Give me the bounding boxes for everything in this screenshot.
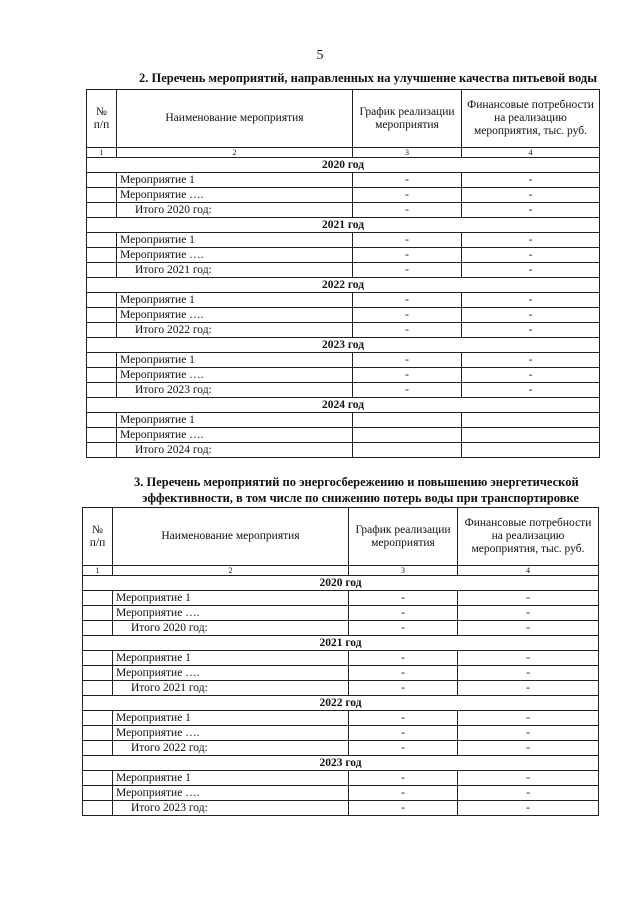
finance-cell: - <box>458 726 599 741</box>
activity-name: Мероприятие 1 <box>113 711 349 726</box>
row-number-cell <box>83 726 113 741</box>
activity-name: Мероприятие 1 <box>117 293 353 308</box>
column-number-cell: 3 <box>353 148 462 158</box>
section-2-title <box>139 70 599 86</box>
finance-cell: - <box>462 173 600 188</box>
schedule-cell: - <box>353 293 462 308</box>
schedule-cell: - <box>349 651 458 666</box>
schedule-cell: - <box>353 368 462 383</box>
header-cell: № п/п <box>87 90 117 148</box>
schedule-cell: - <box>349 666 458 681</box>
finance-cell: - <box>462 323 600 338</box>
schedule-cell: - <box>349 786 458 801</box>
row-number-cell <box>87 173 117 188</box>
column-number-cell: 2 <box>113 566 349 576</box>
schedule-cell: - <box>349 711 458 726</box>
finance-cell: - <box>458 621 599 636</box>
table-row <box>87 233 600 248</box>
row-number-cell <box>83 741 113 756</box>
schedule-cell: - <box>353 248 462 263</box>
schedule-cell: - <box>349 591 458 606</box>
activity-name: Мероприятие 1 <box>117 173 353 188</box>
year-row <box>87 218 600 233</box>
table-row <box>87 443 600 458</box>
table-row <box>87 263 600 278</box>
year-label: 2020 год <box>83 576 599 591</box>
finance-cell <box>462 428 600 443</box>
finance-cell: - <box>462 308 600 323</box>
year-row <box>87 398 600 413</box>
schedule-cell: - <box>353 263 462 278</box>
row-number-cell <box>87 368 117 383</box>
finance-cell: - <box>458 711 599 726</box>
schedule-cell: - <box>353 203 462 218</box>
finance-cell: - <box>458 741 599 756</box>
table-row <box>83 591 599 606</box>
table-header-row <box>83 508 599 566</box>
column-number-cell: 1 <box>87 148 117 158</box>
row-number-cell <box>83 606 113 621</box>
table-row <box>87 368 600 383</box>
row-number-cell <box>83 771 113 786</box>
table-row <box>83 771 599 786</box>
schedule-cell: - <box>349 621 458 636</box>
finance-cell: - <box>458 801 599 816</box>
column-number-cell: 2 <box>117 148 353 158</box>
finance-cell: - <box>458 681 599 696</box>
header-cell: № п/п <box>83 508 113 566</box>
finance-cell: - <box>458 786 599 801</box>
activity-name: Мероприятие 1 <box>117 233 353 248</box>
finance-cell: - <box>462 248 600 263</box>
column-number-row <box>87 148 600 158</box>
activity-name: Мероприятие …. <box>113 666 349 681</box>
table-row <box>83 801 599 816</box>
finance-cell: - <box>462 383 600 398</box>
activity-name: Итого 2020 год: <box>117 203 353 218</box>
section-2-table <box>86 89 600 458</box>
schedule-cell: - <box>349 726 458 741</box>
year-label: 2023 год <box>87 338 600 353</box>
row-number-cell <box>83 681 113 696</box>
schedule-cell: - <box>349 606 458 621</box>
section-title-line: 2. Перечень мероприятий, направленных на улучшение качества питьевой воды <box>139 71 597 85</box>
row-number-cell <box>87 443 117 458</box>
activity-name: Мероприятие …. <box>113 726 349 741</box>
row-number-cell <box>87 263 117 278</box>
table-row <box>87 248 600 263</box>
activity-name: Итого 2021 год: <box>117 263 353 278</box>
finance-cell: - <box>462 353 600 368</box>
finance-cell: - <box>458 591 599 606</box>
table-row <box>83 711 599 726</box>
section-title-line: 3. Перечень мероприятий по энергосбережению и повышению энергетической <box>134 475 579 489</box>
row-number-cell <box>83 666 113 681</box>
year-label: 2022 год <box>87 278 600 293</box>
schedule-cell: - <box>353 323 462 338</box>
column-number-cell: 4 <box>462 148 600 158</box>
year-row <box>87 338 600 353</box>
schedule-cell: - <box>349 741 458 756</box>
activity-name: Итого 2024 год: <box>117 443 353 458</box>
table-row <box>83 621 599 636</box>
activity-name: Мероприятие …. <box>117 368 353 383</box>
activity-name: Итого 2021 год: <box>113 681 349 696</box>
activity-name: Мероприятие 1 <box>117 413 353 428</box>
header-cell: График реализации мероприятия <box>349 508 458 566</box>
row-number-cell <box>87 203 117 218</box>
finance-cell: - <box>458 771 599 786</box>
activity-name: Мероприятие …. <box>117 188 353 203</box>
table-row <box>87 293 600 308</box>
activity-name: Итого 2020 год: <box>113 621 349 636</box>
row-number-cell <box>87 413 117 428</box>
schedule-cell: - <box>353 188 462 203</box>
schedule-cell: - <box>349 801 458 816</box>
finance-cell: - <box>462 233 600 248</box>
schedule-cell <box>353 428 462 443</box>
table-row <box>87 173 600 188</box>
activity-name: Мероприятие 1 <box>113 591 349 606</box>
row-number-cell <box>87 383 117 398</box>
activity-name: Итого 2022 год: <box>117 323 353 338</box>
activity-name: Мероприятие …. <box>117 308 353 323</box>
table-row <box>83 786 599 801</box>
row-number-cell <box>83 711 113 726</box>
table-row <box>83 606 599 621</box>
year-label: 2024 год <box>87 398 600 413</box>
row-number-cell <box>87 428 117 443</box>
header-cell: Финансовые потребности на реализацию мероприятия, тыс. руб. <box>462 90 600 148</box>
year-row <box>83 636 599 651</box>
table-row <box>87 308 600 323</box>
activity-name: Мероприятие …. <box>117 428 353 443</box>
activity-name: Мероприятие 1 <box>113 771 349 786</box>
row-number-cell <box>87 233 117 248</box>
column-number-cell: 3 <box>349 566 458 576</box>
table-row <box>87 413 600 428</box>
table-row <box>87 383 600 398</box>
activity-name: Мероприятие …. <box>113 786 349 801</box>
section-title-line: эффективности, в том числе по снижению потерь воды при транспортировке <box>142 491 579 505</box>
year-row <box>83 576 599 591</box>
column-number-cell: 1 <box>83 566 113 576</box>
activity-name: Мероприятие …. <box>117 248 353 263</box>
finance-cell: - <box>462 188 600 203</box>
row-number-cell <box>83 591 113 606</box>
finance-cell: - <box>462 263 600 278</box>
year-row <box>87 278 600 293</box>
table-row <box>87 203 600 218</box>
row-number-cell <box>87 293 117 308</box>
table-row <box>87 353 600 368</box>
page-number: 5 <box>316 48 324 63</box>
table-row <box>83 741 599 756</box>
schedule-cell: - <box>349 771 458 786</box>
year-row <box>87 158 600 173</box>
table-row <box>87 428 600 443</box>
section-3-table <box>82 507 599 816</box>
activity-name: Итого 2023 год: <box>113 801 349 816</box>
finance-cell: - <box>458 606 599 621</box>
finance-cell: - <box>462 368 600 383</box>
table-row <box>87 188 600 203</box>
schedule-cell <box>353 413 462 428</box>
table-row <box>83 726 599 741</box>
activity-name: Мероприятие …. <box>113 606 349 621</box>
schedule-cell: - <box>353 308 462 323</box>
header-cell: Финансовые потребности на реализацию мероприятия, тыс. руб. <box>458 508 599 566</box>
activity-name: Итого 2023 год: <box>117 383 353 398</box>
table-header-row <box>87 90 600 148</box>
schedule-cell: - <box>353 173 462 188</box>
activity-name: Мероприятие 1 <box>117 353 353 368</box>
header-cell: Наименование мероприятия <box>113 508 349 566</box>
schedule-cell: - <box>353 353 462 368</box>
row-number-cell <box>87 323 117 338</box>
year-label: 2021 год <box>87 218 600 233</box>
row-number-cell <box>83 786 113 801</box>
row-number-cell <box>87 308 117 323</box>
column-number-cell: 4 <box>458 566 599 576</box>
year-label: 2023 год <box>83 756 599 771</box>
finance-cell: - <box>462 203 600 218</box>
finance-cell: - <box>458 651 599 666</box>
activity-name: Мероприятие 1 <box>113 651 349 666</box>
schedule-cell: - <box>349 681 458 696</box>
schedule-cell: - <box>353 383 462 398</box>
year-row <box>83 696 599 711</box>
column-number-row <box>83 566 599 576</box>
header-cell: График реализации мероприятия <box>353 90 462 148</box>
finance-cell <box>462 413 600 428</box>
row-number-cell <box>83 651 113 666</box>
finance-cell: - <box>462 293 600 308</box>
header-cell: Наименование мероприятия <box>117 90 353 148</box>
row-number-cell <box>83 801 113 816</box>
row-number-cell <box>87 188 117 203</box>
schedule-cell <box>353 443 462 458</box>
finance-cell: - <box>458 666 599 681</box>
table-row <box>83 666 599 681</box>
row-number-cell <box>87 353 117 368</box>
year-label: 2022 год <box>83 696 599 711</box>
year-label: 2021 год <box>83 636 599 651</box>
schedule-cell: - <box>353 233 462 248</box>
year-label: 2020 год <box>87 158 600 173</box>
table-row <box>83 651 599 666</box>
table-row <box>83 681 599 696</box>
finance-cell <box>462 443 600 458</box>
row-number-cell <box>87 248 117 263</box>
table-row <box>87 323 600 338</box>
year-row <box>83 756 599 771</box>
section-3-title <box>134 474 604 506</box>
row-number-cell <box>83 621 113 636</box>
activity-name: Итого 2022 год: <box>113 741 349 756</box>
